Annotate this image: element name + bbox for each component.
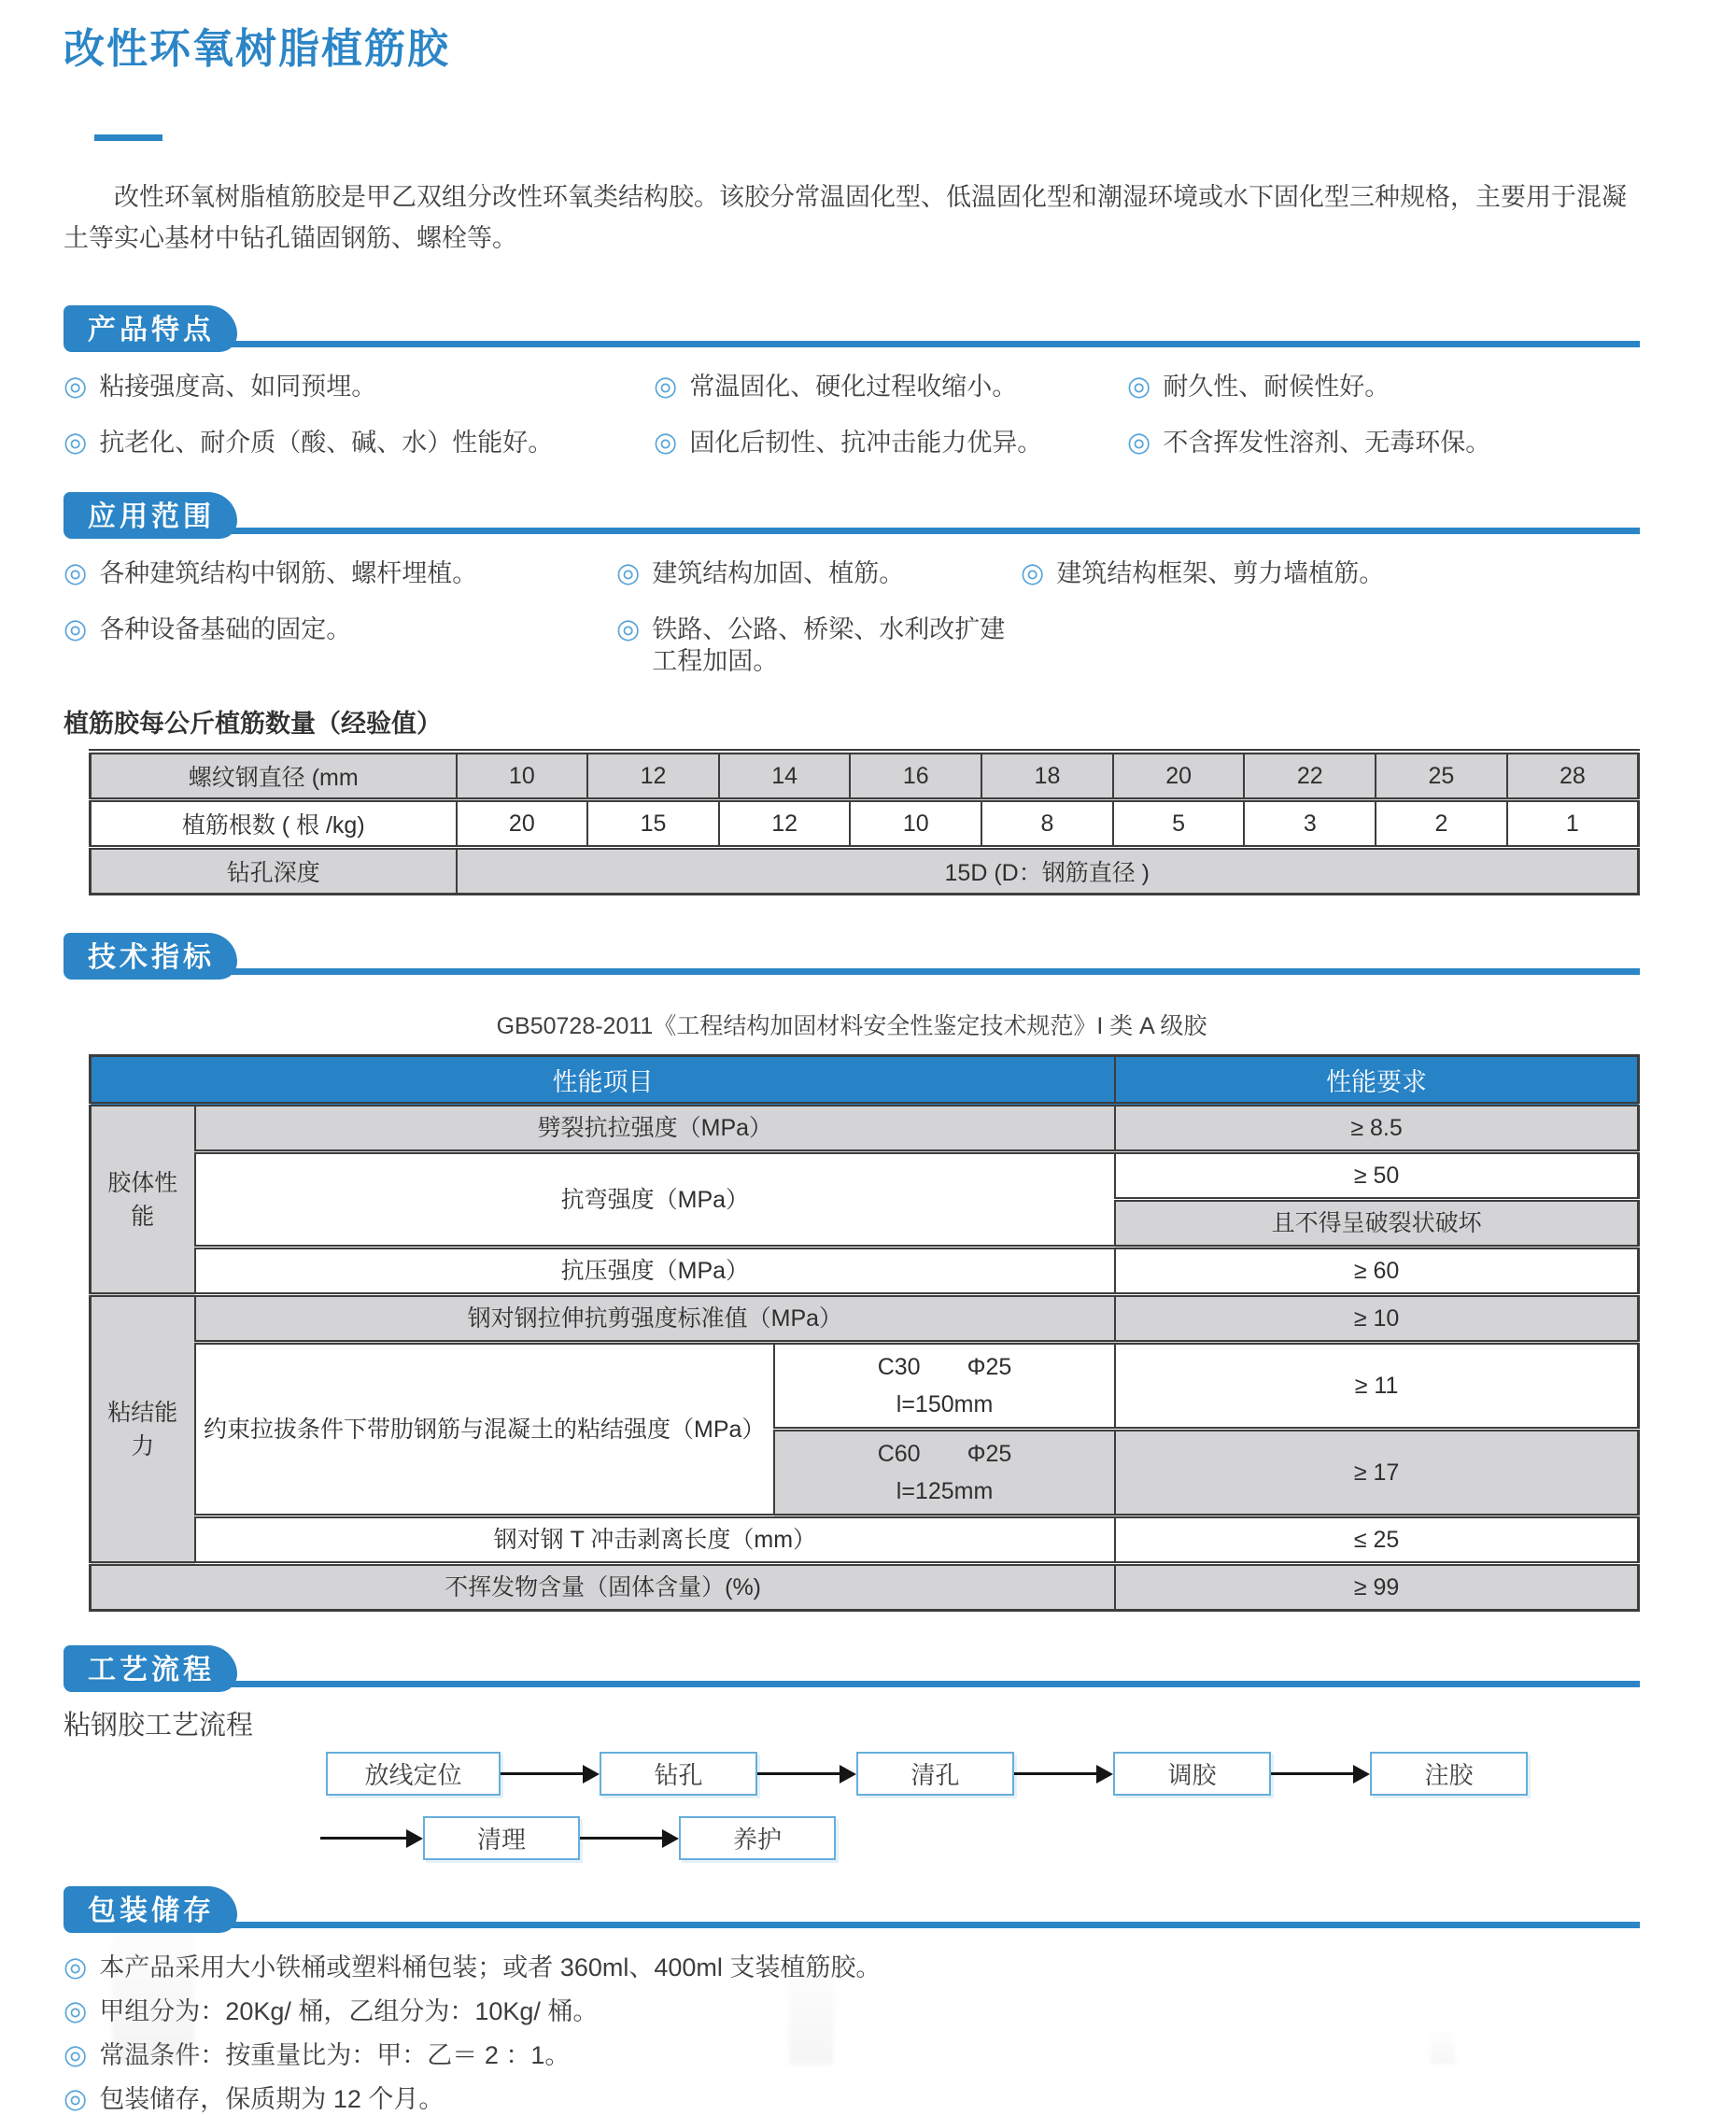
arrow-head (840, 1765, 856, 1784)
packaging-item (64, 2083, 1640, 2115)
bullet-icon: ◎ (64, 2084, 88, 2114)
flow-step-inject-glue: 注胶 (1370, 1752, 1528, 1796)
tech-requirement: ≥ 99 (1115, 1564, 1638, 1611)
standard-note: GB50728-2011《工程结构加固材料安全性鉴定技术规范》I 类 A 级胶 (496, 1013, 1207, 1039)
dosage-row-diameter (91, 752, 1639, 800)
tech-group-bond: 粘结能力 (91, 1295, 195, 1564)
tech-requirement: ≥ 8.5 (1115, 1105, 1638, 1152)
tech-row-compressive (91, 1248, 1639, 1295)
watermark-shape (1431, 2024, 1455, 2065)
dosage-row-depth (91, 848, 1639, 895)
feature-item (654, 427, 1127, 458)
condition-line: l=150mm (896, 1391, 994, 1417)
dosage-value: 10 (850, 800, 981, 848)
feature-item (1127, 427, 1640, 458)
applications-rule (65, 528, 1640, 534)
arrow-shaft (320, 1837, 406, 1840)
intro-paragraph: 改性环氧树脂植筋胶是甲乙双组分改性环氧类结构胶。该胶分常温固化型、低温固化型和潮湿环境或水下固化型三种规格，主要用于混凝土等实心基材中钻孔锚固钢筋、螺栓等。 (64, 183, 1627, 252)
tech-label: 钢对钢 T 冲击剥离长度（mm） (195, 1516, 1116, 1564)
feature-text: 粘接强度高、如同预埋。 (99, 373, 377, 401)
tech-requirement: ≥ 17 (1115, 1430, 1638, 1516)
bullet-icon: ◎ (654, 428, 678, 458)
flow-step-layout: 放线定位 (326, 1752, 501, 1796)
bullet-icon: ◎ (64, 614, 88, 644)
tech-label: 抗弯强度（MPa） (195, 1152, 1116, 1248)
applications-badge: 应用范围 (64, 492, 237, 539)
application-item (64, 613, 616, 677)
tech-badge: 技术指标 (64, 933, 237, 980)
features-badge: 产品特点 (64, 305, 237, 352)
feature-item (64, 371, 654, 402)
bullet-icon: ◎ (64, 558, 88, 588)
application-text: 各种设备基础的固定。 (99, 615, 352, 643)
tech-label: 钢对钢拉伸抗剪强度标准值（MPa） (195, 1295, 1116, 1343)
arrow-head (662, 1829, 679, 1848)
dosage-value: 16 (850, 752, 981, 800)
page-title: 改性环氧树脂植筋胶 (64, 26, 450, 72)
watermark-shape (789, 1942, 834, 2065)
tech-row-peel (91, 1516, 1639, 1564)
packaging-text: 甲组分为：20Kg/ 桶，乙组分为：10Kg/ 桶。 (99, 1997, 599, 2025)
tech-label: 劈裂抗拉强度（MPa） (195, 1105, 1116, 1152)
dosage-depth-value: 15D (D：钢筋直径 ) (457, 848, 1639, 895)
tech-requirement: ≥ 50 (1115, 1152, 1638, 1200)
tech-group-glue: 胶体性能 (91, 1105, 195, 1295)
tech-header-item: 性能项目 (91, 1056, 1116, 1105)
bullet-icon: ◎ (64, 2040, 88, 2070)
dosage-value: 20 (457, 800, 588, 848)
condition-line: C60 Φ25 (877, 1441, 1012, 1467)
packaging-text: 包装储存，保质期为 12 个月。 (99, 2085, 445, 2113)
dosage-label-diameter: 螺纹钢直径 (mm (91, 752, 457, 800)
process-flow-row-1 (326, 1752, 1640, 1796)
dosage-value: 18 (981, 752, 1113, 800)
packaging-list (64, 1952, 1640, 2115)
flow-step-curing: 养护 (679, 1816, 836, 1860)
tech-row-shear (91, 1295, 1639, 1343)
feature-text: 常温固化、硬化过程收缩小。 (689, 373, 1018, 401)
dosage-value: 5 (1113, 800, 1245, 848)
process-subtitle: 粘钢胶工艺流程 (64, 1711, 254, 1741)
bullet-icon: ◎ (64, 1996, 88, 2026)
arrow-head (1353, 1765, 1370, 1784)
bullet-icon: ◎ (1021, 558, 1045, 588)
section-header-packaging (64, 1886, 1640, 1937)
section-header-features (64, 305, 1640, 356)
section-header-tech (64, 933, 1640, 983)
applications-list (64, 557, 1640, 677)
tech-header-requirement: 性能要求 (1115, 1056, 1638, 1105)
dosage-value: 10 (457, 752, 588, 800)
process-badge: 工艺流程 (64, 1645, 237, 1692)
tech-label: 抗压强度（MPa） (195, 1248, 1116, 1295)
dosage-table (89, 749, 1640, 895)
bullet-icon: ◎ (616, 614, 641, 644)
dosage-value: 20 (1113, 752, 1245, 800)
bullet-icon: ◎ (64, 428, 88, 458)
flow-arrow-icon (757, 1765, 856, 1784)
packaging-text: 本产品采用大小铁桶或塑料桶包装；或者 360ml、400ml 支装植筋胶。 (99, 1953, 882, 1981)
features-rule (65, 341, 1640, 347)
tech-requirement: ≥ 10 (1115, 1295, 1638, 1343)
dosage-value: 12 (587, 752, 719, 800)
feature-text: 耐久性、耐候性好。 (1163, 373, 1390, 401)
feature-text: 固化后韧性、抗冲击能力优异。 (689, 429, 1043, 457)
tech-label: 不挥发物含量（固体含量）(%) (91, 1564, 1116, 1611)
arrow-head (583, 1765, 600, 1784)
feature-text: 不含挥发性溶剂、无毒环保。 (1163, 429, 1491, 457)
tech-table (89, 1054, 1640, 1612)
condition-line: l=125mm (896, 1478, 994, 1504)
tech-requirement: 且不得呈破裂状破坏 (1115, 1200, 1638, 1248)
process-flow-row-2 (320, 1816, 1640, 1860)
arrow-shaft (757, 1772, 840, 1775)
bullet-icon: ◎ (64, 372, 88, 402)
dosage-value: 22 (1244, 752, 1376, 800)
dosage-value: 25 (1376, 752, 1507, 800)
tech-requirement: ≤ 25 (1115, 1516, 1638, 1564)
dosage-value: 8 (981, 800, 1113, 848)
tech-requirement: ≥ 60 (1115, 1248, 1638, 1295)
flow-arrow-icon (1271, 1765, 1370, 1784)
flow-arrow-icon (320, 1829, 423, 1848)
dosage-value: 15 (587, 800, 719, 848)
process-rule (65, 1681, 1640, 1687)
tech-row-split-tensile (91, 1105, 1639, 1152)
dosage-row-count (91, 800, 1639, 848)
section-header-process (64, 1645, 1640, 1696)
dosage-value: 2 (1376, 800, 1507, 848)
dosage-value: 14 (719, 752, 851, 800)
section-header-applications (64, 492, 1640, 543)
application-item (616, 613, 1021, 677)
feature-text: 抗老化、耐介质（酸、碱、水）性能好。 (99, 429, 554, 457)
arrow-shaft (1014, 1772, 1096, 1775)
dosage-label-depth: 钻孔深度 (91, 848, 457, 895)
tech-condition-c30 (774, 1343, 1115, 1430)
arrow-shaft (1271, 1772, 1353, 1775)
dosage-value: 12 (719, 800, 851, 848)
flow-arrow-icon (501, 1765, 600, 1784)
packaging-item (64, 1995, 1640, 2027)
bullet-icon: ◎ (1127, 428, 1151, 458)
bullet-icon: ◎ (616, 558, 641, 588)
arrow-shaft (580, 1837, 662, 1840)
tech-condition-c60 (774, 1430, 1115, 1516)
packaging-item (64, 1952, 1640, 1983)
dosage-label-count: 植筋根数 ( 根 /kg) (91, 800, 457, 848)
flow-step-clean-hole: 清孔 (856, 1752, 1014, 1796)
bullet-icon: ◎ (64, 1953, 88, 1982)
application-item (1021, 557, 1640, 589)
packaging-item (64, 2039, 1640, 2071)
dosage-value: 28 (1507, 752, 1639, 800)
title-underline (94, 134, 162, 141)
packaging-rule (65, 1922, 1640, 1928)
flow-step-mix-glue: 调胶 (1113, 1752, 1271, 1796)
dosage-value: 1 (1507, 800, 1639, 848)
feature-item (64, 427, 654, 458)
tech-requirement: ≥ 11 (1115, 1343, 1638, 1430)
tech-label: 约束拉拔条件下带肋钢筋与混凝土的粘结强度（MPa） (195, 1343, 774, 1516)
packaging-badge: 包装储存 (64, 1886, 237, 1933)
flow-arrow-icon (580, 1829, 679, 1848)
condition-line: C30 Φ25 (877, 1354, 1012, 1380)
arrow-head (1096, 1765, 1113, 1784)
arrow-shaft (501, 1772, 583, 1775)
application-text: 铁路、公路、桥梁、水利改扩建工程加固。 (652, 615, 1006, 675)
flow-step-clean-up: 清理 (423, 1816, 580, 1860)
application-text: 各种建筑结构中钢筋、螺杆埋植。 (99, 559, 478, 587)
application-text: 建筑结构框架、剪力墙植筋。 (1056, 559, 1385, 587)
tech-row-solid-content (91, 1564, 1639, 1611)
tech-row-bond-c30 (91, 1343, 1639, 1430)
bullet-icon: ◎ (654, 372, 678, 402)
application-item (64, 557, 616, 589)
tech-header-row (91, 1056, 1639, 1105)
tech-rule (65, 968, 1640, 975)
features-list (64, 371, 1640, 458)
feature-item (1127, 371, 1640, 402)
flow-arrow-icon (1014, 1765, 1113, 1784)
packaging-text: 常温条件：按重量比为：甲：乙＝ 2 ：1。 (99, 2041, 571, 2069)
feature-item (654, 371, 1127, 402)
bullet-icon: ◎ (1127, 372, 1151, 402)
application-item (616, 557, 1021, 589)
flow-step-drill: 钻孔 (600, 1752, 757, 1796)
application-text: 建筑结构加固、植筋。 (652, 559, 905, 587)
arrow-head (406, 1829, 423, 1848)
dosage-table-title: 植筋胶每公斤植筋数量（经验值） (64, 710, 442, 738)
tech-row-flexural-a (91, 1152, 1639, 1200)
dosage-value: 3 (1244, 800, 1376, 848)
